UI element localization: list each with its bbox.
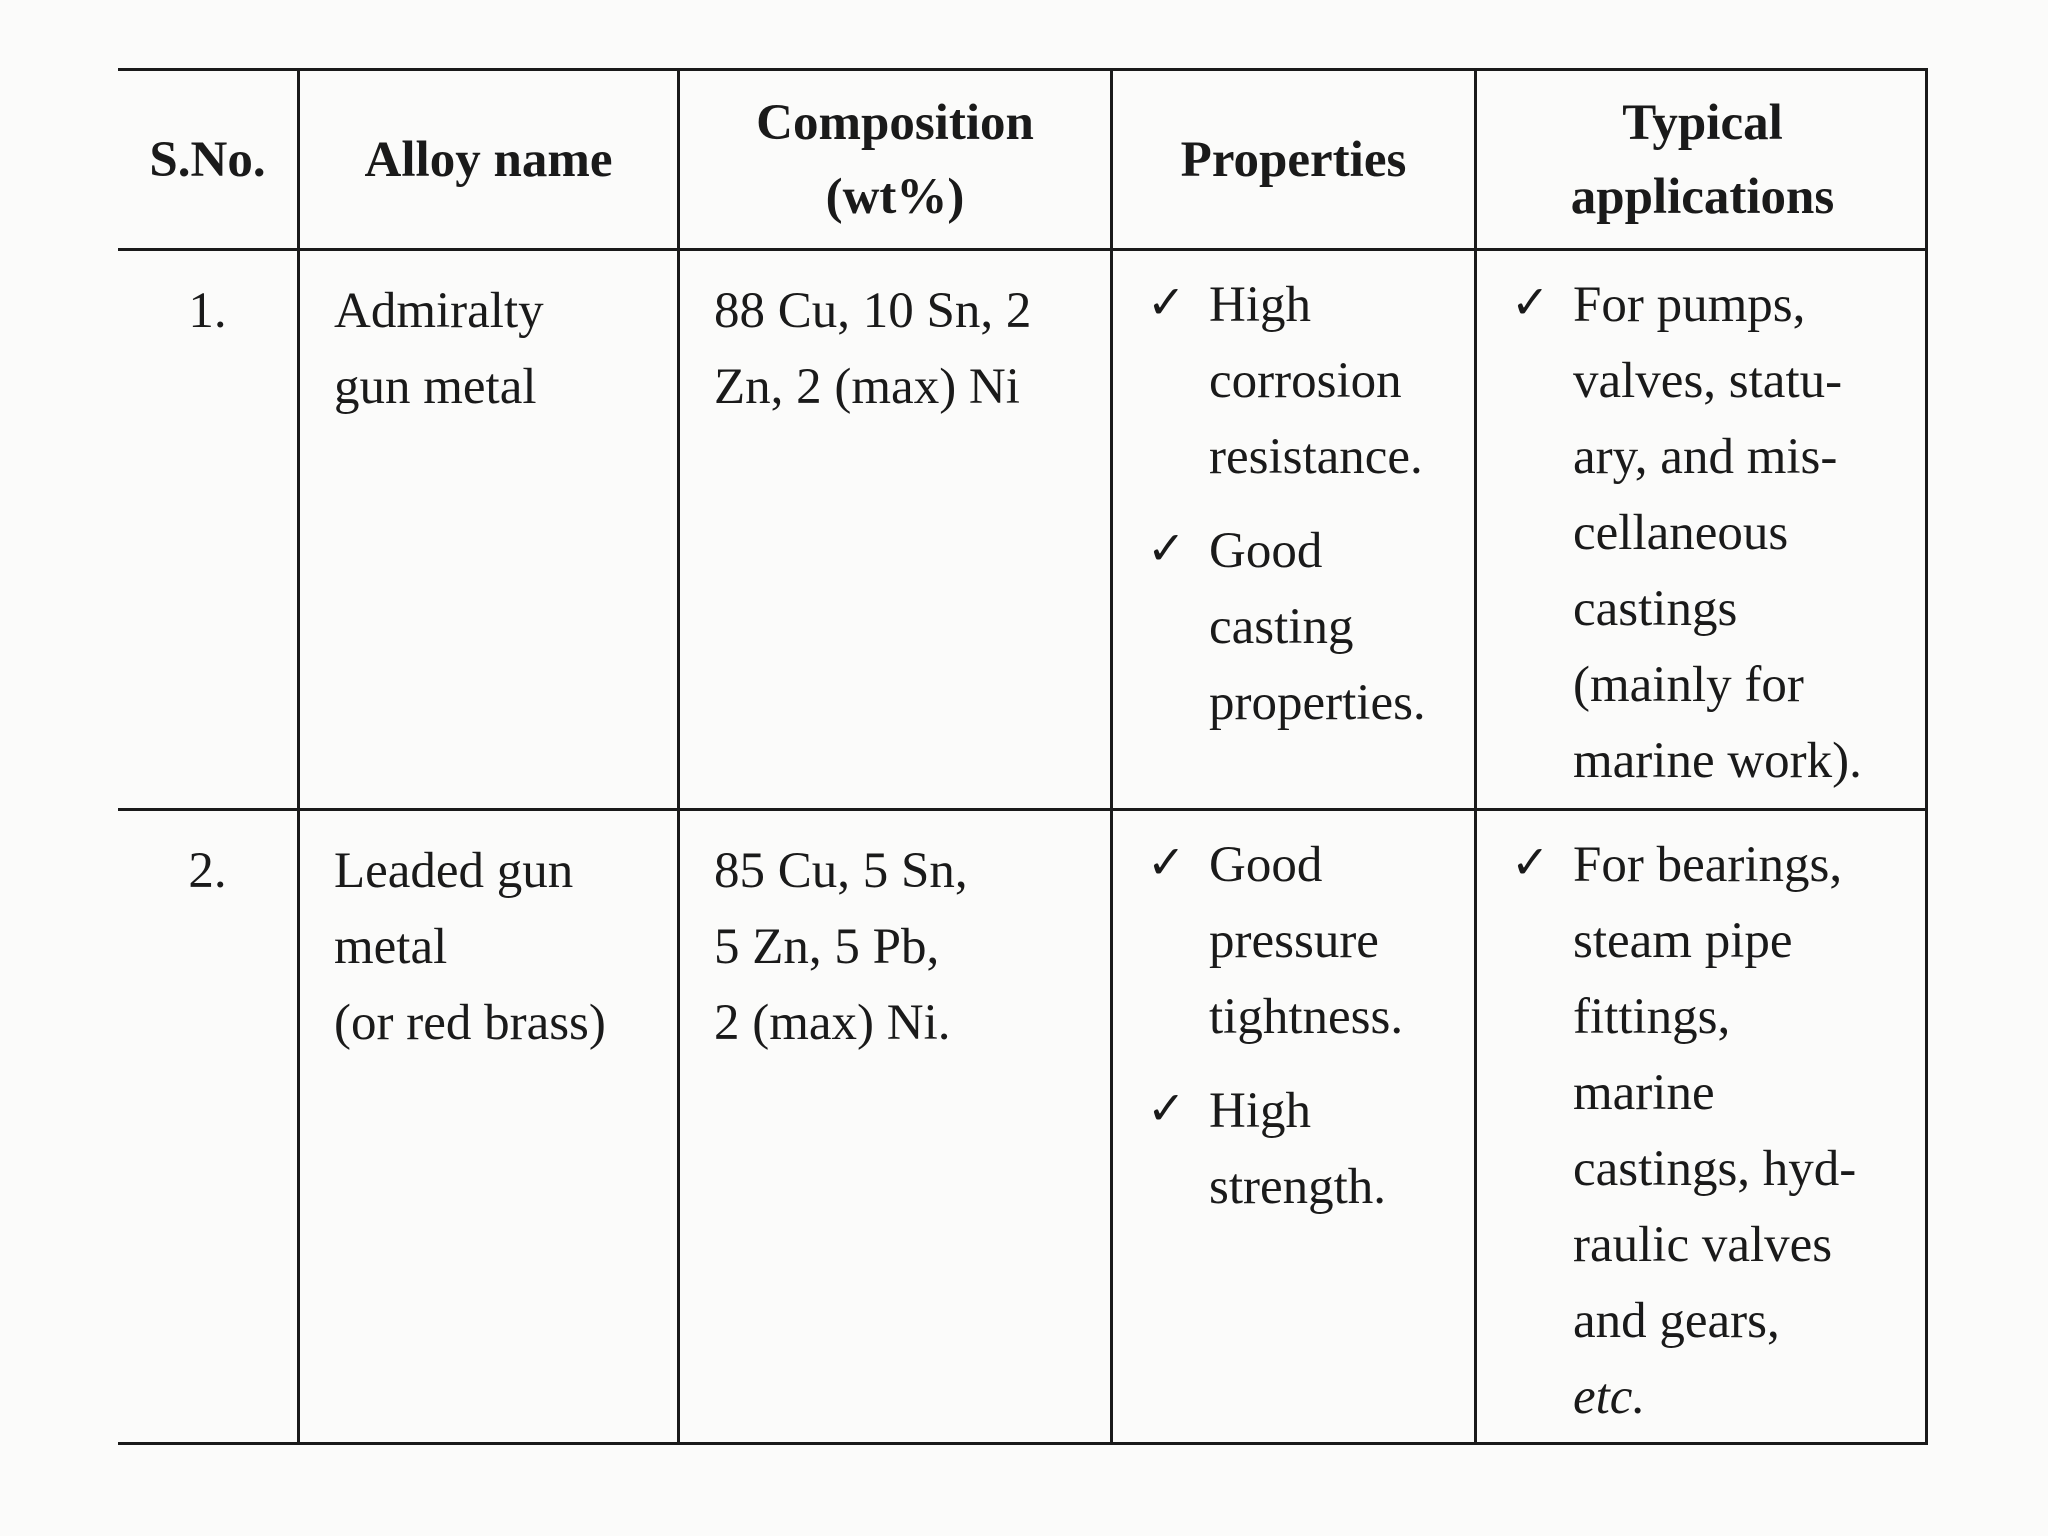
row2-property-line: Good xyxy=(1209,837,1323,893)
row2-properties xyxy=(1113,811,1477,1445)
row1-composition xyxy=(680,251,1113,811)
row2-application-line: etc. xyxy=(1573,1369,1646,1425)
row2-property-item xyxy=(1147,827,1474,1055)
row2-composition-line: 5 Zn, 5 Pb, xyxy=(714,919,940,975)
header-properties xyxy=(1113,71,1477,251)
row1-property-line: High xyxy=(1209,277,1311,333)
check-icon: ✓ xyxy=(1147,835,1186,889)
row2-application-line: For bearings, xyxy=(1573,837,1843,893)
row2-property-line: strength. xyxy=(1209,1159,1387,1215)
row2-composition xyxy=(680,811,1113,1445)
row1-alloy-line: gun metal xyxy=(334,359,537,415)
check-icon: ✓ xyxy=(1511,835,1550,889)
row1-application-line: castings xyxy=(1573,581,1738,637)
row1-composition-line: Zn, 2 (max) Ni xyxy=(714,359,1020,415)
row1-property-line: properties. xyxy=(1209,675,1426,731)
row2-application-line: and gears, xyxy=(1573,1293,1780,1349)
row1-application-line: marine work). xyxy=(1573,733,1862,789)
row1-application-line: ary, and mis- xyxy=(1573,429,1838,485)
row1-sno-text: 1. xyxy=(188,283,227,339)
row1-application-line: valves, statu- xyxy=(1573,353,1843,409)
row1-alloy-name xyxy=(300,251,680,811)
row2-property-line: pressure xyxy=(1209,913,1379,969)
row1-application-line: (mainly for xyxy=(1573,657,1804,713)
row2-sno-text: 2. xyxy=(188,843,227,899)
row2-application-line: marine xyxy=(1573,1065,1715,1121)
row2-application-line: castings, hyd- xyxy=(1573,1141,1857,1197)
row2-application-line: steam pipe xyxy=(1573,913,1793,969)
header-applications xyxy=(1477,71,1928,251)
row2-application-line: fittings, xyxy=(1573,989,1731,1045)
row1-property-line: corrosion xyxy=(1209,353,1402,409)
header-composition xyxy=(680,71,1113,251)
row1-application-item xyxy=(1511,267,1928,799)
row2-property-item xyxy=(1147,1073,1474,1225)
check-icon: ✓ xyxy=(1511,275,1550,329)
alloy-table xyxy=(118,68,1928,1442)
check-icon: ✓ xyxy=(1147,521,1186,575)
row2-alloy-line: metal xyxy=(334,919,448,975)
header-alloy-name-label: Alloy name xyxy=(364,131,613,188)
row2-applications xyxy=(1477,811,1928,1445)
header-applications-line: applications xyxy=(1570,168,1835,225)
row1-properties xyxy=(1113,251,1477,811)
row2-alloy-line: (or red brass) xyxy=(334,995,606,1051)
row1-property-line: casting xyxy=(1209,599,1354,655)
row1-property-item xyxy=(1147,513,1474,741)
row1-property-line: resistance. xyxy=(1209,429,1423,485)
header-alloy-name xyxy=(300,71,680,251)
row1-property-item xyxy=(1147,267,1474,495)
header-applications-line: Typical xyxy=(1622,94,1783,151)
row1-applications xyxy=(1477,251,1928,811)
row2-alloy-name xyxy=(300,811,680,1445)
row2-composition-line: 2 (max) Ni. xyxy=(714,995,951,1051)
row2-alloy-line: Leaded gun xyxy=(334,843,574,899)
row1-application-line: cellaneous xyxy=(1573,505,1789,561)
header-sno xyxy=(118,71,300,251)
row1-property-line: Good xyxy=(1209,523,1323,579)
header-sno-label: S.No. xyxy=(149,131,266,188)
row2-composition-line: 85 Cu, 5 Sn, xyxy=(714,843,968,899)
check-icon: ✓ xyxy=(1147,1081,1186,1135)
row1-alloy-line: Admiralty xyxy=(334,283,544,339)
row1-application-line: For pumps, xyxy=(1573,277,1806,333)
row2-property-line: tightness. xyxy=(1209,989,1404,1045)
header-composition-line: Composition xyxy=(756,94,1034,151)
header-properties-label: Properties xyxy=(1180,131,1407,188)
row2-property-line: High xyxy=(1209,1083,1311,1139)
row2-application-item xyxy=(1511,827,1928,1435)
row1-sno xyxy=(118,251,300,811)
check-icon: ✓ xyxy=(1147,275,1186,329)
row2-application-line: raulic valves xyxy=(1573,1217,1833,1273)
header-composition-line: (wt%) xyxy=(825,168,965,225)
row1-composition-line: 88 Cu, 10 Sn, 2 xyxy=(714,283,1032,339)
row2-sno xyxy=(118,811,300,1445)
